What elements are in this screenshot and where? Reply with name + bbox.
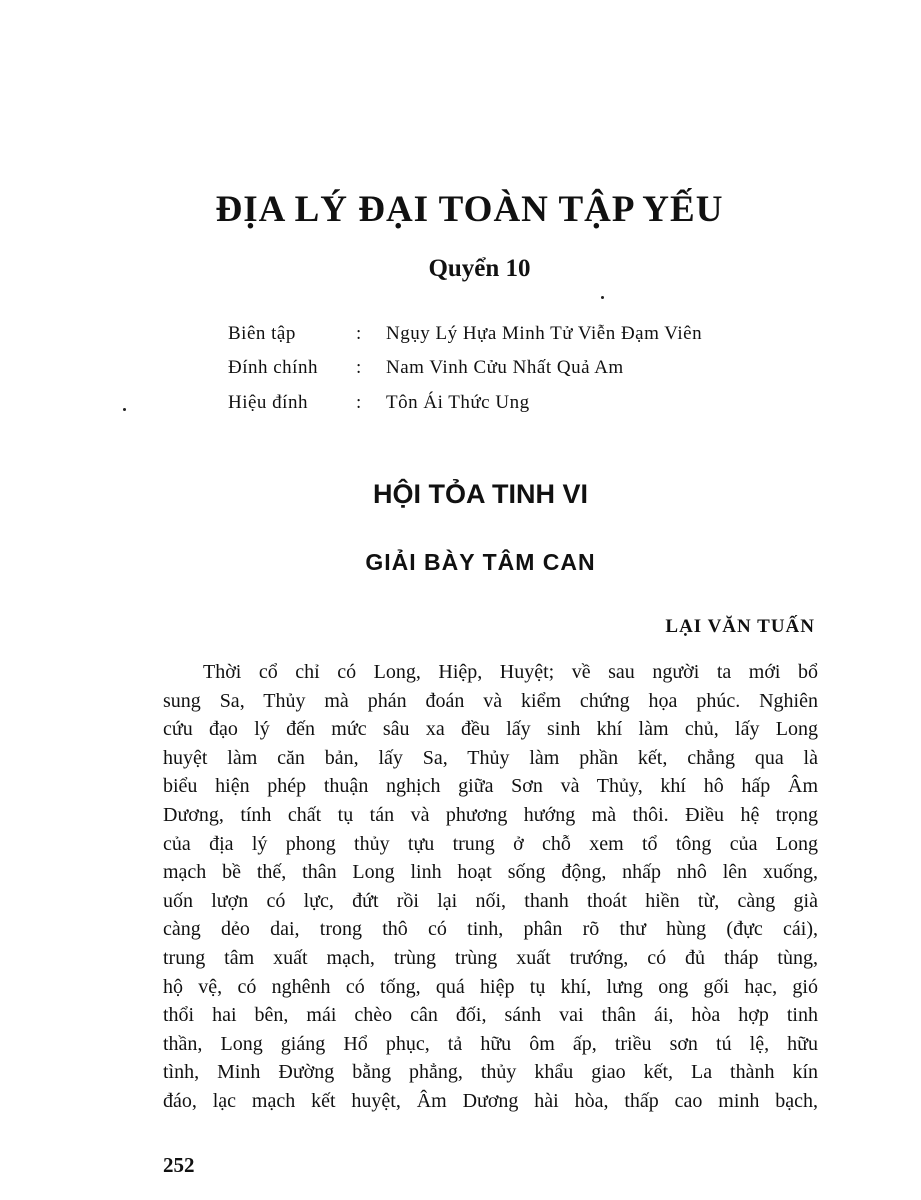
credit-separator: : bbox=[356, 392, 362, 413]
credit-row bbox=[228, 356, 624, 380]
volume-label: Quyển 10 bbox=[428, 255, 531, 282]
credit-value: Nam Vinh Cửu Nhất Quả Am bbox=[386, 357, 624, 378]
body-line: uốn lượn có lực, đứt rồi lại nối, thanh thoát hiền từ, càng già bbox=[163, 889, 818, 912]
body-line: biểu hiện phép thuận nghịch giữa Sơn và Thủy, khí hô hấp Âm bbox=[163, 775, 818, 798]
body-line: sung Sa, Thủy mà phán đoán và kiểm chứng họa phúc. Nghiên bbox=[163, 689, 818, 712]
body-line: huyệt làm căn bản, lấy Sa, Thủy làm phần kết, chẳng qua là bbox=[163, 746, 818, 769]
credit-separator: : bbox=[356, 357, 362, 378]
body-line: mạch bề thế, thân Long linh hoạt sống động, nhấp nhô lên xuống, bbox=[163, 861, 818, 884]
credit-separator: : bbox=[356, 323, 362, 344]
body-line: càng dẻo dai, trong thô có tinh, phân rõ thư hùng (đực cái), bbox=[163, 918, 818, 941]
body-line: tình, Minh Đường bằng phẳng, thủy khẩu giao kết, La thành kín bbox=[163, 1061, 818, 1084]
scan-speck bbox=[123, 408, 126, 411]
section-title: HỘI TỎA TINH VI bbox=[373, 479, 588, 509]
body-line: Dương, tính chất tụ tán và phương hướng mà thôi. Điều hệ trọng bbox=[163, 803, 818, 826]
credit-value: Ngụy Lý Hựa Minh Tử Viễn Đạm Viên bbox=[386, 323, 703, 344]
body-text bbox=[163, 658, 818, 1116]
body-line: cứu đạo lý đến mức sâu xa đều lấy sinh khí làm chủ, lấy Long bbox=[163, 718, 818, 741]
body-line: của địa lý phong thủy tựu trung ở chỗ xem tổ tông của Long bbox=[163, 832, 818, 855]
body-line: thổi hai bên, mái chèo cân đối, sánh vai thân ái, hòa hợp tinh bbox=[163, 1004, 818, 1027]
credit-label: Hiệu đính bbox=[228, 392, 308, 413]
book-title: ĐỊA LÝ ĐẠI TOÀN TẬP YẾU bbox=[215, 189, 724, 230]
credit-row bbox=[228, 322, 702, 346]
credit-label: Đính chính bbox=[228, 357, 318, 378]
credit-value: Tôn Ái Thức Ung bbox=[386, 392, 530, 413]
subsection-title: GIẢI BÀY TÂM CAN bbox=[365, 549, 596, 575]
body-line: trung tâm xuất mạch, trùng trùng xuất trướng, có đủ tháp tùng, bbox=[163, 946, 818, 969]
author-name: LẠI VĂN TUẤN bbox=[665, 616, 815, 637]
body-line: thần, Long giáng Hổ phục, tả hữu ôm ấp, triều sơn tú lệ, hữu bbox=[163, 1032, 818, 1055]
credit-row bbox=[228, 391, 530, 415]
credit-label: Biên tập bbox=[228, 323, 296, 344]
page-number: 252 bbox=[163, 1153, 195, 1177]
body-line: Thời cổ chỉ có Long, Hiệp, Huyệt; về sau người ta mới bổ bbox=[203, 661, 818, 683]
body-line: đáo, lạc mạch kết huyệt, Âm Dương hài hòa, thấp cao minh bạch, bbox=[163, 1089, 818, 1112]
body-line: hộ vệ, có nghênh có tống, quá hiệp tụ khí, lưng ong gối hạc, gió bbox=[163, 975, 818, 998]
scan-speck bbox=[601, 296, 604, 299]
